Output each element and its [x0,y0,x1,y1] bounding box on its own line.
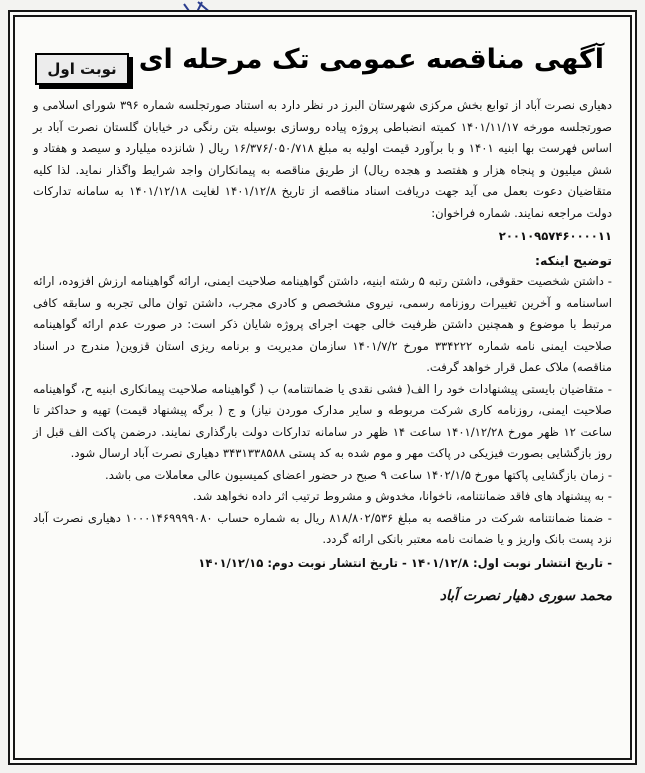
edition-badge: نوبت اول [35,53,129,85]
condition-item: - ضمنا ضمانتنامه شرکت در مناقصه به مبلغ ۸۱۸/۸۰۲/۵۳۶ ریال به شماره حساب ۱۰۰۰۱۴۶۹۹۹۹۰۸۰ دهیاری نصرت آباد نزد پست بانک واریز و یا ضمانت نامه معتبر بانکی ارائه گردد. [33,510,612,546]
condition-item: - به پیشنهاد های فاقد ضمانتنامه، ناخوانا، مخدوش و مشروط ترتیب اثر داده نخواهد شد. [192,489,612,503]
publication-dates: - تاریخ انتشار نوبت اول: ۱۴۰۱/۱۲/۸ - تاریخ انتشار نوبت دوم: ۱۴۰۱/۱۲/۱۵ [198,555,612,570]
notice-content [33,33,612,744]
notice-title: آگهی مناقصه عمومی تک مرحله ای [138,44,604,75]
notes-subtitle: توضیح اینکه: [534,252,612,268]
notice-frame [8,10,637,765]
notice-body [33,95,612,607]
intro-paragraph: دهیاری نصرت آباد از توابع بخش مرکزی شهرستان البرز در نظر دارد به استناد صورتجلسه شماره ۳۹۶ شورای اسلامی و صورتجلسه مورخه ۱۴۰۱/۱۱/۱۷ کمیته انضباطی پروژه پیاده روسازی بوسیله بتن رنگی در خیابان گلستان نصرت آباد بر اساس فهرست بها ابنیه ۱۴۰۱ و با برآورد قیمت اولیه به مبلغ ۱۶/۳۷۶/۰۵۰/۷۱۸ ریال ( شانزده میلیارد و سیصد و هفتاد و شش میلیون و پنجاه هزار و هفتصد و هجده ریال) از طریق مناقصه به پیمانکاران واجد شرایط واگذار نماید. لذا کلیه متقاضیان دعوت بعمل می آید جهت دریافت اسناد مناقصه از تاریخ ۱۴۰۱/۱۲/۸ لغایت ۱۴۰۱/۱۲/۱۸ به سامانه تدارکات دولت مراجعه نمایند. شماره فراخوان: [33,98,613,220]
notice-header [33,33,612,95]
condition-item: - داشتن شخصیت حقوقی، داشتن رتبه ۵ رشته ابنیه، داشتن گواهینامه صلاحیت ایمنی، ارائه گواهینامه ارزش افزوده، ارائه اساسنامه و آخرین تغییرات روزنامه رسمی، نیروی مشخصص و کادری مجرب، داشتن توان مالی تجربه و سابقه کافی مرتبط با موضوع و همچنین داشتن ظرفیت خالی جهت اجرای پروژه شایان ذکر است: در صورت عدم ارائه گواهینامه صلاحیت ایمنی نامه شماره ۳۳۴۲۲۲ مورخ ۱۴۰۱/۷/۲ سازمان مدیریت و برنامه ریزی استان قزوین( مندرج در اسناد مناقصه) ملاک عمل قرار خواهد گرفت. [33,274,612,374]
condition-item: - زمان بازگشایی پاکتها مورخ ۱۴۰۲/۱/۵ ساعت ۹ صبح در حضور اعضای کمیسیون عالی معاملات می باشد. [105,467,612,482]
signature: محمد سوری دهیار نصرت آباد [439,587,612,604]
condition-item: - متقاضیان بایستی پیشنهادات خود را الف( فشی نقدی یا ضمانتنامه) ب ( گواهینامه صلاحیت پیمانکاری ابنیه ح، گواهینامه صلاحیت ایمنی، روزنامه کاری شرکت مربوطه و سایر مدارک موردن نیاز) و ج ( برگه پیشنهاد قیمت) تهیه و حداکثر تا ساعت ۱۲ ظهر مورخ ۱۴۰۱/۱۲/۲۸ ساعت ۱۴ ظهر در سامانه تدارکات دولت بارگذاری نمایند. درضمن پاکت الف قبل از روز بازگشایی بصورت فیزیکی در پاکت مهر و موم شده به کد پستی ۳۴۳۱۳۳۸۵۸۸ دهیاری نصرت آباد ارسال شود. [33,381,613,460]
call-number: ۲۰۰۱۰۹۵۷۴۶۰۰۰۰۱۱ [498,229,612,243]
